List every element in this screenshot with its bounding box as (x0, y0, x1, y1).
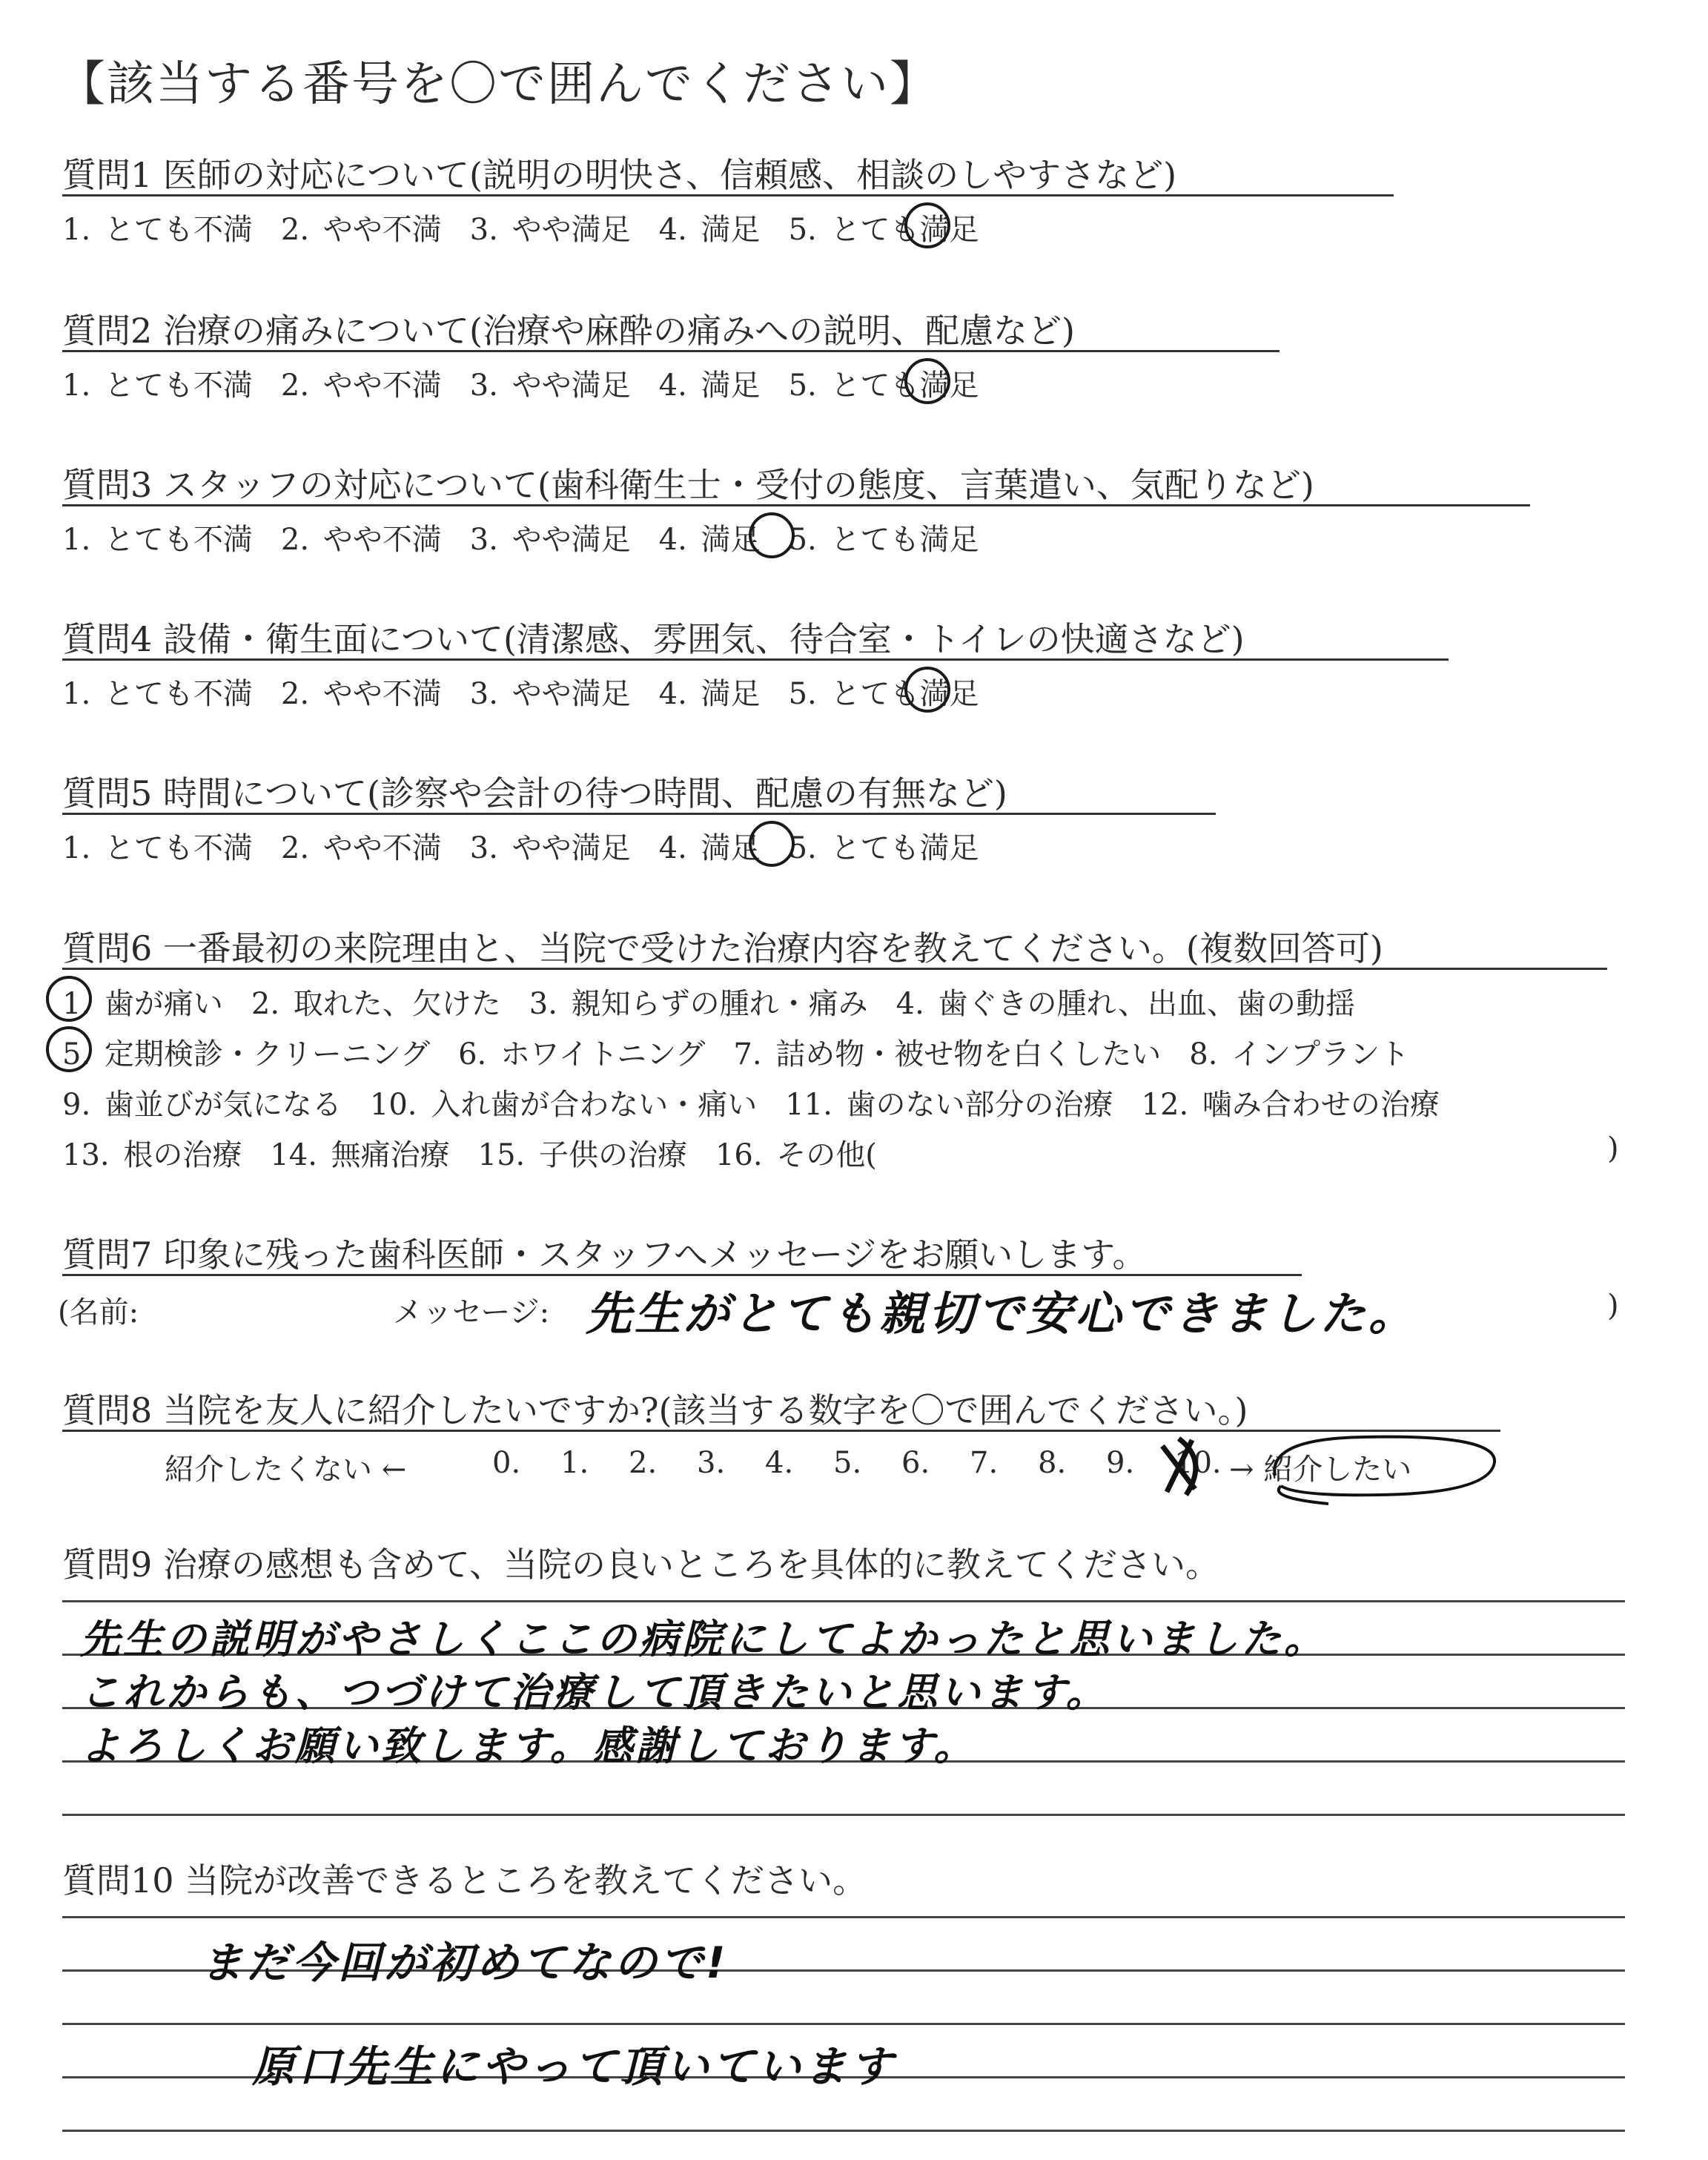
q3-option-5[interactable]: 5. とても満足 (788, 523, 979, 557)
question-6-underline (62, 968, 1607, 970)
q6-option-10[interactable]: 10. 入れ歯が合わない・痛い (369, 1088, 758, 1122)
q7-message-label: メッセージ: (393, 1295, 550, 1330)
q6-option-15[interactable]: 15. 子供の治療 (477, 1138, 687, 1172)
question-7-label: 質問7 印象に残った歯科医師・スタッフへメッセージをお願いします。 (62, 1235, 1147, 1275)
q8-scale-3[interactable]: 3. (697, 1446, 726, 1480)
question-4-options (62, 670, 1007, 713)
q3-option-2[interactable]: 2. やや不満 (280, 523, 442, 557)
q6-option-13[interactable]: 13. 根の治療 (62, 1138, 242, 1172)
question-1-underline (62, 194, 1394, 196)
q6-option-14[interactable]: 14. 無痛治療 (270, 1138, 450, 1172)
question-10-label: 質問10 当院が改善できるところを教えてください。 (62, 1860, 867, 1900)
q5-option-4[interactable]: 4. 満足 (658, 831, 761, 865)
q9-rule-1 (62, 1600, 1625, 1602)
question-3-label: 質問3 スタッフの対応について(歯科衛生士・受付の態度、言葉遣い、気配りなど) (62, 465, 1314, 505)
q2-option-4[interactable]: 4. 満足 (658, 369, 761, 403)
q7-close-paren: ) (1607, 1289, 1619, 1323)
q6-option-5[interactable]: 5. 定期検診・クリーニング (62, 1037, 431, 1071)
form-title: 【該当する番号を〇で囲んでください】 (58, 57, 939, 112)
q2-selection-circle (904, 358, 950, 404)
q3-option-4[interactable]: 4. 満足 (658, 523, 761, 557)
q4-option-5[interactable]: 5. とても満足 (788, 677, 979, 711)
q1-option-3[interactable]: 3. やや満足 (469, 213, 631, 247)
q6-option-11[interactable]: 11. 歯のない部分の治療 (785, 1088, 1113, 1122)
q3-option-1[interactable]: 1. とても不満 (62, 523, 253, 557)
q6-option-12[interactable]: 12. 噛み合わせの治療 (1141, 1088, 1440, 1122)
q5-option-1[interactable]: 1. とても不満 (62, 831, 253, 865)
question-5-underline (62, 813, 1216, 815)
question-6-label: 質問6 一番最初の来院理由と、当院で受けた治療内容を教えてください。(複数回答可) (62, 928, 1383, 968)
q6-row-1 (62, 980, 1383, 1023)
q10-rule-3 (62, 2023, 1625, 2025)
q8-scale-7[interactable]: 7. (970, 1446, 999, 1480)
q10-answer-line-2[interactable]: 原口先生にやって頂いています (252, 2041, 896, 2092)
q3-selection-circle (749, 512, 795, 558)
q4-option-1[interactable]: 1. とても不満 (62, 677, 253, 711)
q4-option-2[interactable]: 2. やや不満 (280, 677, 442, 711)
q6-row-3 (62, 1081, 1468, 1123)
q6-other-close-paren: ) (1607, 1132, 1619, 1166)
q8-handwriting-marks (1156, 1424, 1512, 1513)
q8-scale-5[interactable]: 5. (833, 1446, 862, 1480)
q10-answer-line-1[interactable]: まだ今回が初めてなので! (200, 1938, 729, 1988)
q5-option-3[interactable]: 3. やや満足 (469, 831, 631, 865)
q2-option-5[interactable]: 5. とても満足 (788, 369, 979, 403)
q1-option-1[interactable]: 1. とても不満 (62, 213, 253, 247)
q9-answer-line-3[interactable]: よろしくお願い致します。感謝しております。 (80, 1723, 977, 1769)
q2-option-3[interactable]: 3. やや満足 (469, 369, 631, 403)
q5-option-5[interactable]: 5. とても満足 (788, 831, 979, 865)
q10-rule-1 (62, 1916, 1625, 1918)
question-9-label: 質問9 治療の感想も含めて、当院の良いところを具体的に教えてください。 (62, 1545, 1219, 1585)
q6-option-6[interactable]: 6. ホワイトニング (458, 1037, 706, 1071)
question-4-label: 質問4 設備・衛生面について(清潔感、雰囲気、待合室・トイレの快適さなど) (62, 619, 1245, 659)
question-1-label: 質問1 医師の対応について(説明の明快さ、信頼感、相談のしやすさなど) (62, 155, 1177, 195)
q6-option-1[interactable]: 1. 歯が痛い (62, 987, 223, 1021)
q2-option-1[interactable]: 1. とても不満 (62, 369, 253, 403)
q1-option-2[interactable]: 2. やや不満 (280, 213, 442, 247)
question-5-options (62, 825, 1007, 867)
q6-option-16[interactable]: 16. その他( (715, 1138, 877, 1172)
question-5-label: 質問5 時間について(診察や会計の待つ時間、配慮の有無など) (62, 773, 1007, 813)
q6-selection-circle-1 (46, 976, 92, 1022)
q9-rule-5 (62, 1814, 1625, 1816)
q6-option-2[interactable]: 2. 取れた、欠けた (251, 987, 501, 1021)
q8-scale-1[interactable]: 1. (560, 1446, 589, 1480)
q6-selection-circle-5 (46, 1026, 92, 1072)
q8-scale-9[interactable]: 9. (1106, 1446, 1135, 1480)
question-8-label: 質問8 当院を友人に紹介したいですか?(該当する数字を〇で囲んでください。) (62, 1390, 1248, 1430)
q6-row-4 (62, 1132, 905, 1174)
q8-scale-6[interactable]: 6. (901, 1446, 930, 1480)
q6-option-3[interactable]: 3. 親知らずの腫れ・痛み (529, 987, 868, 1021)
q4-option-3[interactable]: 3. やや満足 (469, 677, 631, 711)
question-1-options (62, 206, 1007, 248)
q6-option-4[interactable]: 4. 歯ぐきの腫れ、出血、歯の動揺 (896, 987, 1355, 1021)
question-2-options (62, 362, 1007, 404)
q8-scale-0[interactable]: 0. (492, 1446, 521, 1480)
question-3-underline (62, 504, 1530, 506)
q8-scale-10[interactable]: 10. (1174, 1446, 1222, 1480)
question-4-underline (62, 658, 1449, 661)
q4-selection-circle (904, 667, 950, 713)
question-7-underline (62, 1274, 1302, 1276)
question-2-label: 質問2 治療の痛みについて(治療や麻酔の痛みへの説明、配慮など) (62, 311, 1075, 351)
q1-selection-circle (904, 202, 950, 248)
q7-handwritten-message[interactable]: 先生がとても親切で安心できました。 (586, 1287, 1418, 1341)
q9-answer-line-2[interactable]: これからも、つづけて治療して頂きたいと思います。 (80, 1669, 1109, 1716)
q6-option-9[interactable]: 9. 歯並びが気になる (62, 1088, 342, 1122)
question-2-underline (62, 350, 1280, 352)
q3-option-3[interactable]: 3. やや満足 (469, 523, 631, 557)
q5-option-2[interactable]: 2. やや不満 (280, 831, 442, 865)
q5-selection-circle (749, 821, 795, 867)
q6-option-8[interactable]: 8. インプラント (1189, 1037, 1410, 1071)
q1-option-4[interactable]: 4. 満足 (658, 213, 761, 247)
q9-answer-line-1[interactable]: 先生の説明がやさしくここの病院にしてよかったと思いました。 (80, 1616, 1327, 1662)
q6-option-7[interactable]: 7. 詰め物・被せ物を白くしたい (733, 1037, 1162, 1071)
q4-option-4[interactable]: 4. 満足 (658, 677, 761, 711)
q7-name-label: (名前: (58, 1295, 139, 1330)
q2-option-2[interactable]: 2. やや不満 (280, 369, 442, 403)
q8-scale-4[interactable]: 4. (765, 1446, 794, 1480)
q10-rule-5 (62, 2130, 1625, 2132)
q8-scale-8[interactable]: 8. (1038, 1446, 1067, 1480)
q8-scale-2[interactable]: 2. (629, 1446, 658, 1480)
question-3-options (62, 516, 1007, 558)
q1-option-5[interactable]: 5. とても満足 (788, 213, 979, 247)
q8-left-label: 紹介したくない ← (165, 1453, 407, 1487)
q8-right-label[interactable]: → 紹介したい (1229, 1453, 1412, 1487)
q6-row-2 (62, 1031, 1437, 1073)
